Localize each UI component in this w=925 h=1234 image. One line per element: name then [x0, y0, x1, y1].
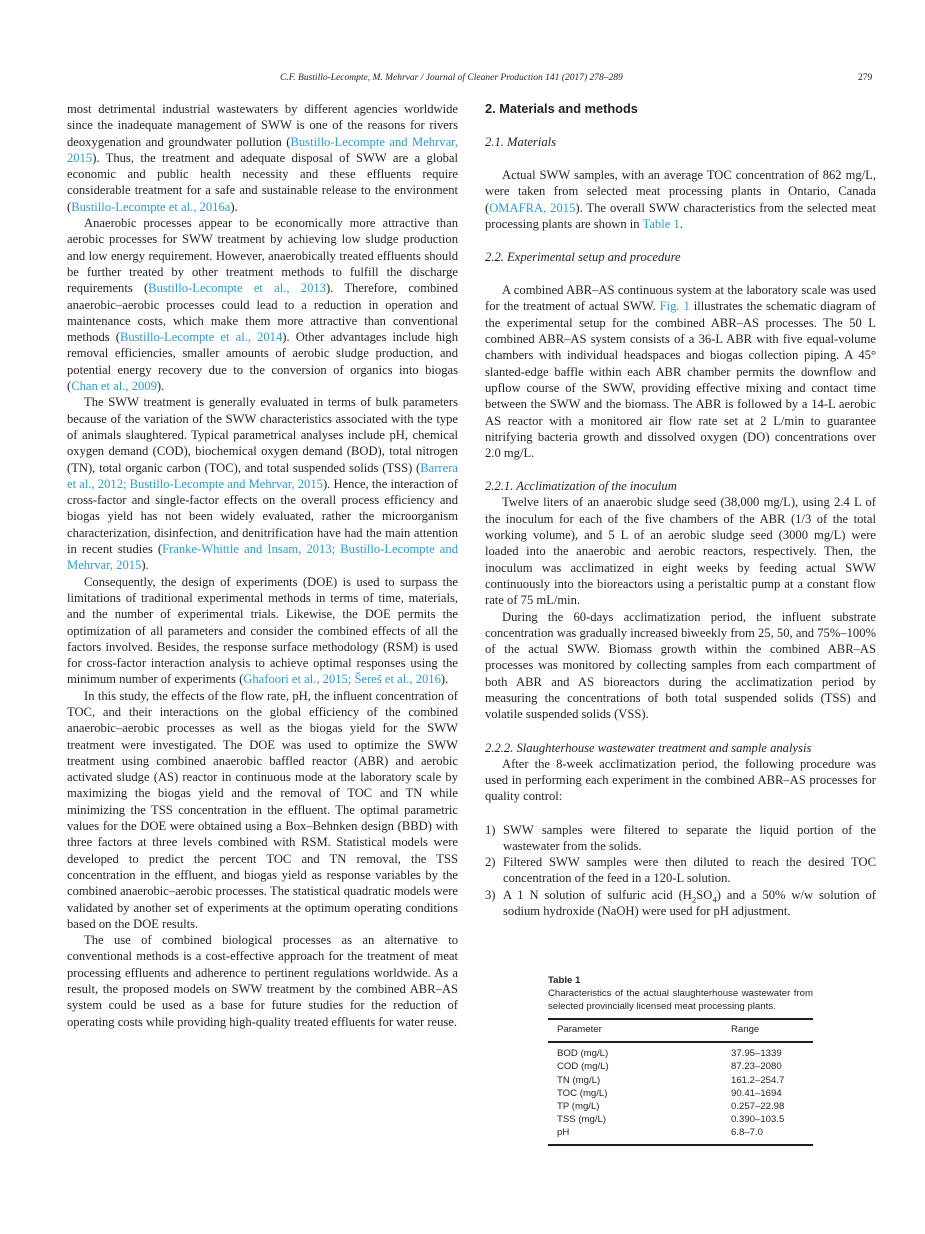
parameter-cell: TP (mg/L): [557, 1101, 600, 1112]
table-row: [548, 1126, 813, 1144]
subsection-heading: 2.1. Materials: [485, 135, 557, 149]
table-caption: Characteristics of the actual slaughterhouse wastewater from selected provincially licensed meat processing plants.: [548, 987, 813, 1012]
citation-link[interactable]: Chan et al., 2009: [71, 379, 157, 394]
paragraph: The use of combined biological processes as an alternative to conventional methods is a cost-effective approach for the treatment of meat processing effluents and adherence to pertinent regulations worldwide. As a result, the proposed models on SWW treatment by the combined ABR–AS system could be used as a base for future studies for the reduction of operating costs while providing high-quality treated effluents for water reuse.: [67, 933, 458, 1029]
page-number: 279: [858, 73, 873, 83]
range-cell: 6.8–7.0: [731, 1127, 764, 1139]
table-row: [548, 1060, 813, 1073]
text: Filtered SWW samples were then diluted to reach the desired TOC concentration of the feed in a 120-L solution.: [503, 855, 876, 886]
range-cell: 87.23–2080: [731, 1061, 782, 1073]
right-column: [485, 101, 876, 919]
text: .: [679, 216, 683, 231]
table-header-row: [548, 1019, 813, 1042]
paragraph: [67, 101, 458, 215]
table-row: [548, 1113, 813, 1126]
paragraph: In this study, the effects of the flow rate, pH, the influent concentration of TOC, and their interactions on the global efficiency of the combined anaerobic–aerobic processes as well as the biogas yield for the SWW treatment were investigated. The DOE was used to optimize the SWW treatment using combined anaerobic baffled reactor (ABR) and aerobic activated sludge (AS) reactor in continuous mode at the laboratory scale by maximizing the biogas yield and the removal of TOC and TN while minimizing the TSS concentration in the effluent. The optimal parametric values for the DOE were obtained using a Box–Behnken design (BBD) with three factors at three levels combined with RSM. Statistical models were developed to predict the percent TOC and TN removal, the TSS concentration in the effluent, and biogas yield as response variables by the combined anaerobic–aerobic processes. The statistical quadratic models were validated by another set of experiments at the optimum operating conditions based on the DOE results.: [67, 688, 458, 931]
paragraph: After the 8-week acclimatization period, the following procedure was used in performing each experiment in the combined ABR–AS processes for quality control:: [485, 756, 876, 804]
paragraph: Twelve liters of an anaerobic sludge seed (38,000 mg/L), using 2.4 L of the inoculum for each of the five chambers of the ABR (1/3 of the total working volume), and 5 L of an aerobic sludge seed (3000 mg/L) were loaded into the anaerobic and aerobic reactors, respectively. Then, the inoculum was acclimatized in eight weeks by feeding actual SWW continuously into the bioreactors using a peristaltic pump at a constant flow rate of 75 mL/min.: [485, 495, 876, 608]
text: A 1 N solution of sulfuric acid (H: [503, 887, 692, 902]
subsubsection-heading: 2.2.2. Slaughterhouse wastewater treatment and sample analysis: [485, 740, 812, 755]
parameter-cell: TSS (mg/L): [557, 1114, 607, 1126]
list-item: [485, 822, 876, 855]
paragraph: [67, 394, 458, 573]
table-row: [548, 1100, 813, 1113]
text: ). Hence, the interaction of cross-factor and single-factor effects on the overall process efficiency and biogas yield has not been widely evaluated, rather the microorganism characterization, disinfection, and denitrification have had the main attention in recent studies (: [67, 476, 458, 557]
subsubsection-heading: 2.2.1. Acclimatization of the inoculum: [485, 479, 677, 494]
characteristics-table: [548, 1018, 813, 1145]
table-row: [548, 1042, 813, 1060]
section-heading: 2. Materials and methods: [485, 101, 638, 116]
text: ).: [141, 558, 149, 573]
range-cell: 0.257–22.98: [731, 1101, 785, 1112]
left-column: [67, 101, 458, 1030]
table-row: [548, 1087, 813, 1100]
table-link[interactable]: Table 1: [642, 216, 680, 231]
text: Anaerobic processes appear to be economically more attractive than aerobic processes for SWW treatment by achieving low sludge production and low energy requirement. However, anaerobically treated effluents should be further treated by other treatment methods to fulfill the discharge requirements (: [67, 216, 458, 296]
paragraph: [485, 167, 876, 232]
text: Actual SWW samples, with an average TOC concentration of 862 mg/L, were taken from selected meat processing plants in Ontario, Canada (: [485, 168, 876, 215]
text: ) and a 50% w/w solution of sodium hydroxide (NaOH) were used for pH adjustment.: [503, 887, 876, 918]
text: ).: [156, 379, 165, 394]
text: ). The overall SWW characteristics from the selected meat processing plants are shown in: [485, 200, 877, 231]
procedure-list: [485, 822, 876, 920]
subscript: 2: [691, 894, 697, 905]
parameter-cell: COD (mg/L): [557, 1061, 609, 1073]
figure-link[interactable]: Fig. 1: [659, 299, 690, 314]
column-header-parameter: Parameter: [557, 1024, 602, 1036]
range-cell: 90.41–1694: [731, 1087, 782, 1099]
list-item: [485, 854, 876, 887]
text: illustrates the schematic diagram of the experimental setup for the combined ABR–AS processes. The 50 L combined ABR–AS system consists of a 36-L ABR with five equal-volume chambers with individual headspaces and biogas collection piping. A 45° slanted-edge baffle within each ABR chamber permits the downflow and upflow course of the SWW, providing effective mixing and contact time between the SWW and the biomass. The ABR is followed by a 14-L aerobic AS reactor with a monitored air flow rate set at 2 L/min to guarantee nitrifying bacteria growth and dissolved oxygen (DO) concentrations over 2.0 mg/L.: [485, 299, 877, 461]
text: ).: [230, 199, 238, 214]
text: SWW samples were filtered to separate the liquid portion of the wastewater from the solids.: [503, 822, 876, 853]
range-cell: 37.95–1339: [731, 1048, 782, 1060]
text: ).: [440, 672, 449, 687]
text: most detrimental industrial wastewaters by different agencies worldwide since the inadequate management of SWW is one of the reasons for rivers deoxygenation and groundwater pollution (: [67, 102, 458, 149]
text: ). Therefore, combined anaerobic–aerobic processes could lead to a reduction in operation and maintenance costs, which make them more attractive than conventional methods (: [67, 281, 458, 345]
list-number: 1): [485, 822, 496, 837]
citation-link[interactable]: Ghafoori et al., 2015; Šereš et al., 2016: [243, 672, 441, 687]
table-1: [548, 975, 813, 1146]
text: The SWW treatment is generally evaluated in terms of bulk parameters because of the variation of the SWW characteristics associated with the type of animals slaughtered. Typical parametrical analyses include pH, chemical oxygen demand (COD), biochemical oxygen demand (BOD), total nitrogen (TN), total organic carbon (TOC), and total suspended solids (TSS) (: [67, 395, 458, 475]
paragraph: [67, 215, 458, 394]
citation-link[interactable]: Franke-Whittle and Insam, 2013; Bustillo-Lecompte and Mehrvar, 2015: [67, 542, 458, 573]
citation-link[interactable]: Barrera et al., 2012; Bustillo-Lecompte and Mehrvar, 2015: [67, 460, 458, 491]
range-cell: 0.390–103.5: [731, 1114, 785, 1126]
subscript: 4: [712, 894, 717, 905]
text: SO: [696, 887, 713, 902]
subsection-heading: 2.2. Experimental setup and procedure: [485, 250, 681, 265]
paragraph: During the 60-days acclimatization period, the influent substrate concentration was gradually increased biweekly from 25, 50, and 75%–100% of the actual SWW. Biomass growth within the combined ABR–AS processes was monitored by collecting samples from each compartment of both ABR and AS bioreactors during the acclimatization period by measuring the concentrations of both total suspended solids (TSS) and volatile suspended solids (VSS).: [485, 609, 876, 722]
range-cell: 161.2–254.7: [731, 1074, 785, 1086]
paragraph: [485, 282, 876, 461]
parameter-cell: TOC (mg/L): [557, 1087, 608, 1099]
running-header: [0, 73, 925, 87]
citation-link[interactable]: Bustillo-Lecompte et al., 2016a: [71, 199, 231, 214]
parameter-cell: TN (mg/L): [557, 1074, 601, 1086]
citation-link[interactable]: Bustillo-Lecompte et al., 2013: [148, 281, 326, 296]
list-number: 2): [485, 855, 496, 870]
text: Consequently, the design of experiments (DOE) is used to surpass the limitations of traditional experimental methods in terms of time, materials, and the number of experimental trials. Likewise, the DOE permits the optimization of all parameters and consider the combined effects of all the factors involved. Besides, the response surface methodology (RSM) is used for cross-factor interaction analysis to achieve optimal responses using the minimum number of experiments (: [67, 574, 458, 687]
table-row: [548, 1074, 813, 1087]
citation-link[interactable]: Bustillo-Lecompte et al., 2014: [119, 330, 283, 345]
parameter-cell: pH: [557, 1127, 570, 1139]
text: ). Thus, the treatment and adequate disposal of SWW are a global economic and public health necessity and these effluents require considerable treatment for a safe and sustainable release to the environment (: [67, 150, 458, 214]
paragraph: [67, 574, 458, 688]
column-header-range: Range: [731, 1024, 760, 1036]
list-item: [485, 887, 876, 920]
citation-link[interactable]: OMAFRA, 2015: [489, 200, 576, 215]
list-number: 3): [485, 887, 496, 902]
running-head: C.F. Bustillo-Lecompte, M. Mehrvar / Journal of Cleaner Production 141 (2017) 278–289: [280, 73, 623, 83]
table-label: Table 1: [548, 975, 581, 986]
citation-link[interactable]: Bustillo-Lecompte and Mehrvar, 2015: [67, 134, 458, 165]
parameter-cell: BOD (mg/L): [557, 1048, 609, 1060]
text: ). Other advantages include high removal efficiencies, smaller amounts of aerobic sludge production, and potential energy recovery due to the conversion of organics into biogas (: [67, 330, 458, 394]
text: A combined ABR–AS continuous system at the laboratory scale was used for the treatment of actual SWW.: [485, 283, 876, 314]
